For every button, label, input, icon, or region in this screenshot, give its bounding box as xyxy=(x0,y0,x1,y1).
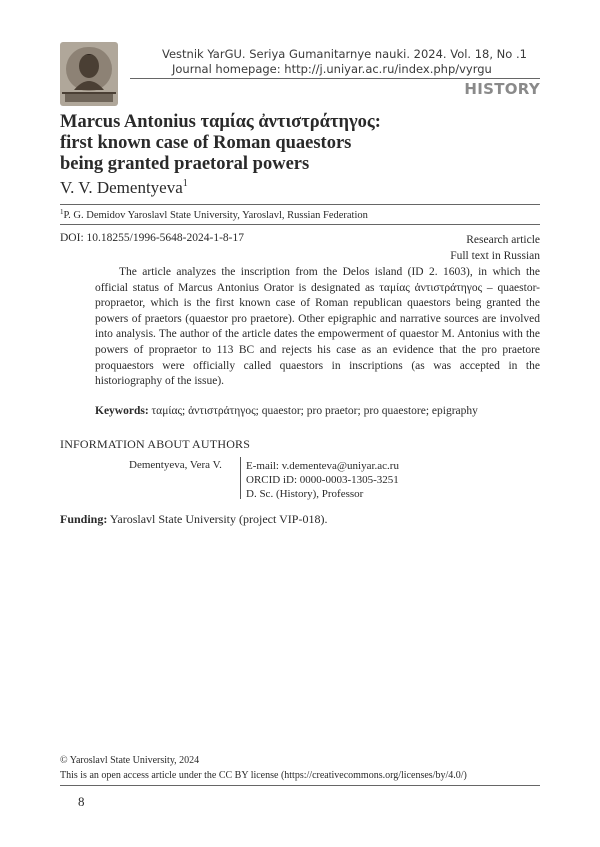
affiliation-text: P. G. Demidov Yaroslavl State University, Yaroslavl, Russian Federation xyxy=(63,210,368,221)
article-title xyxy=(60,112,530,175)
journal-citation: Vestnik YarGU. Seriya Gumanitarnye nauki. 2024. Vol. 18, No .1 xyxy=(162,47,527,61)
author-affiliation-marker: 1 xyxy=(182,178,188,189)
keywords xyxy=(95,405,545,417)
affiliation-bottom-rule xyxy=(60,224,540,225)
funding-text: Yaroslavl State University (project VIP-018). xyxy=(107,512,328,526)
copyright: © Yaroslavl State University, 2024 xyxy=(60,755,200,766)
title-line: first known case of Roman quaestors xyxy=(60,133,352,153)
author-full-name: Dementyeva, Vera V. xyxy=(129,459,222,471)
title-line: Marcus Antonius ταμίας ἀντιστράτηγος: xyxy=(60,112,381,132)
author-orcid: ORCID iD: 0000-0003-1305-3251 xyxy=(246,474,399,486)
authors-info-heading: INFORMATION ABOUT AUTHORS xyxy=(60,437,251,451)
abstract-text: The article analyzes the inscription from the Delos island (ID 2. 1603), in which the official status of Marcus Antonius Orator is designated as ταμίας ἀντιστράτηγος – quaestor-propraetor, which is the first known case of Roman republican quaestors being granted the powers of praetors (quaestor pro praetore). Other epigraphic and narrative sources are involved into analysis. The author of the article dates the empowerment of quaestor M. Antonius with the powers of propraetor to 113 BC and rejects his case as an evidence that the pro praetore proquaestors were officially called quaestors in inscriptions (as was accepted in the historiography of the issue). xyxy=(95,266,540,388)
affiliation xyxy=(60,208,368,221)
author-name xyxy=(60,178,188,198)
journal-logo xyxy=(60,42,118,106)
article-type xyxy=(450,232,540,264)
keywords-list: ταμίας; ἀντιστράτηγος; quaestor; pro praetor; pro quaestore; epigraphy xyxy=(148,405,478,417)
author-text: V. V. Dementyeva xyxy=(60,178,183,197)
doi: DOI: 10.18255/1996-5648-2024-1-8-17 xyxy=(60,232,244,244)
funding-label: Funding: xyxy=(60,512,108,526)
affiliation-top-rule xyxy=(60,204,540,205)
footer-divider xyxy=(60,785,540,786)
header-divider xyxy=(130,78,540,79)
author-details xyxy=(246,459,399,501)
page-number: 8 xyxy=(78,794,85,809)
affiliation-marker: 1 xyxy=(60,208,64,216)
title-line: being granted praetoral powers xyxy=(60,154,310,174)
article-type-label: Research article xyxy=(466,234,540,246)
keywords-label: Keywords: xyxy=(95,405,149,417)
funding xyxy=(60,512,327,527)
journal-homepage: Journal homepage: http://j.uniyar.ac.ru/index.php/vyrgu xyxy=(172,62,492,76)
abstract xyxy=(95,265,540,390)
article-language: Full text in Russian xyxy=(450,250,540,262)
authors-info-separator xyxy=(240,457,241,499)
section-label: HISTORY xyxy=(464,80,540,98)
author-degree: D. Sc. (History), Professor xyxy=(246,488,364,500)
author-email: E-mail: v.dementeva@uniyar.ac.ru xyxy=(246,460,399,472)
license-notice: This is an open access article under the CC BY license (https://creativecommons.org/licenses/by/4.0/) xyxy=(60,770,467,781)
